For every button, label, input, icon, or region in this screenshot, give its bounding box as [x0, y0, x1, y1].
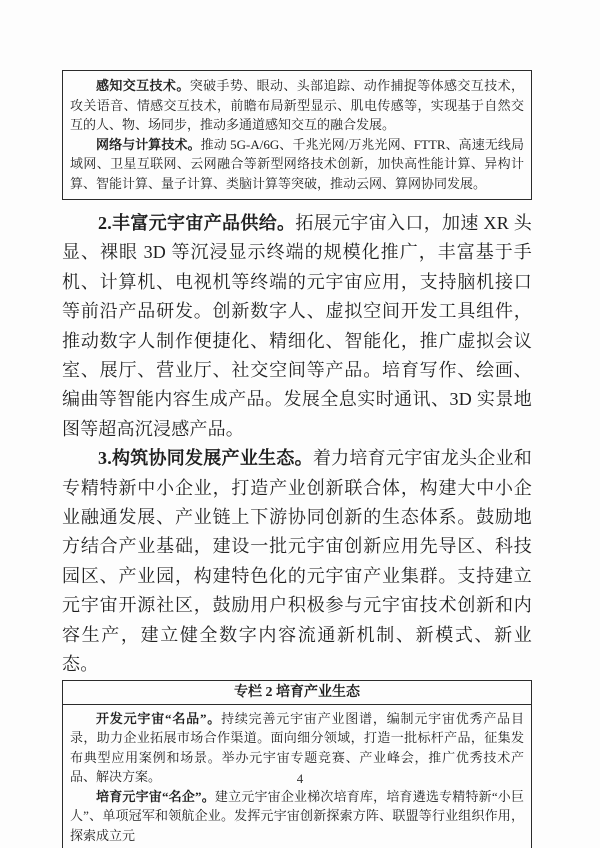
- column-box-title: 专栏 2 培育产业生态: [63, 681, 531, 705]
- page-content: [62, 70, 532, 848]
- paragraph-text: 推动 5G-A/6G、千兆光网/万兆光网、FTTR、高速无线局域网、卫星互联网、云网融合等新型网络技术创新，加快高性能计算、异构计算、智能计算、量子计算、类脑计算等突破，推动云网、算网协同发展。: [70, 136, 524, 191]
- paragraph-lead: 培育元宇宙“名企”。: [96, 788, 215, 804]
- paragraph-lead: 开发元宇宙“名品”。: [96, 710, 222, 726]
- page-number: 4: [296, 771, 304, 786]
- paragraph-text: 持续完善元宇宙产业图谱，编制元宇宙优秀产品目录，助力企业拓展市场合作渠道。面向细分领域，打造一批标杆产品，征集发布典型应用案例和场景。举办元宇宙专题竞赛、产业峰会，推广优秀技术产品、解决方案。: [70, 710, 524, 784]
- column-box-paragraph: [70, 787, 524, 846]
- body-paragraph: [62, 444, 532, 679]
- paragraph-text: 突破手势、眼动、头部追踪、动作捕捉等体感交互技术，攻关语音、情感交互技术，前瞻布局新型显示、肌电传感等，实现基于自然交互的人、物、场同步，推动多通道感知交互的融合发展。: [70, 78, 524, 132]
- paragraph-lead: 2.丰富元宇宙产品供给。: [98, 213, 296, 233]
- body-paragraph: [62, 209, 532, 444]
- tech-box-paragraph: [70, 76, 524, 135]
- paragraph-text: 建立元宇宙企业梯次培育库，培育遴选专精特新“小巨人”、单项冠军和领航企业。发挥元宇宙创新探索方阵、联盟等行业组织作用，探索成立元: [70, 788, 524, 843]
- column-2-box: [62, 680, 532, 848]
- tech-box-paragraph: [70, 135, 524, 194]
- main-text: [62, 209, 532, 680]
- paragraph-lead: 3.构筑协同发展产业生态。: [98, 448, 313, 469]
- paragraph-text: 着力培育元宇宙龙头企业和专精特新中小企业，打造产业创新联合体，构建大中小企业融通发展、产业链上下游协同创新的生态体系。鼓励地方结合产业基础，建设一批元宇宙创新应用先导区、科技园区、产业园，构建特色化的元宇宙产业集群。支持建立元宇宙开源社区，鼓励用户积极参与元宇宙技术创新和内容生产，建立健全数字内容流通新机制、新模式、新业态。: [62, 448, 532, 675]
- paragraph-lead: 网络与计算技术。: [96, 136, 201, 152]
- technology-summary-box: [62, 70, 532, 200]
- paragraph-text: 拓展元宇宙入口，加速 XR 头显、裸眼 3D 等沉浸显示终端的规模化推广，丰富基于手机、计算机、电视机等终端的元宇宙应用，支持脑机接口等前沿产品研发。创新数字人、虚拟空间开发工具组件，推动数字人制作便捷化、精细化、智能化，推广虚拟会议室、展厅、营业厅、社交空间等产品。培育写作、绘画、编曲等智能内容生成产品。发展全息实时通讯、3D 实景地图等超高沉浸感产品。: [62, 213, 532, 439]
- paragraph-lead: 感知交互技术。: [96, 78, 190, 93]
